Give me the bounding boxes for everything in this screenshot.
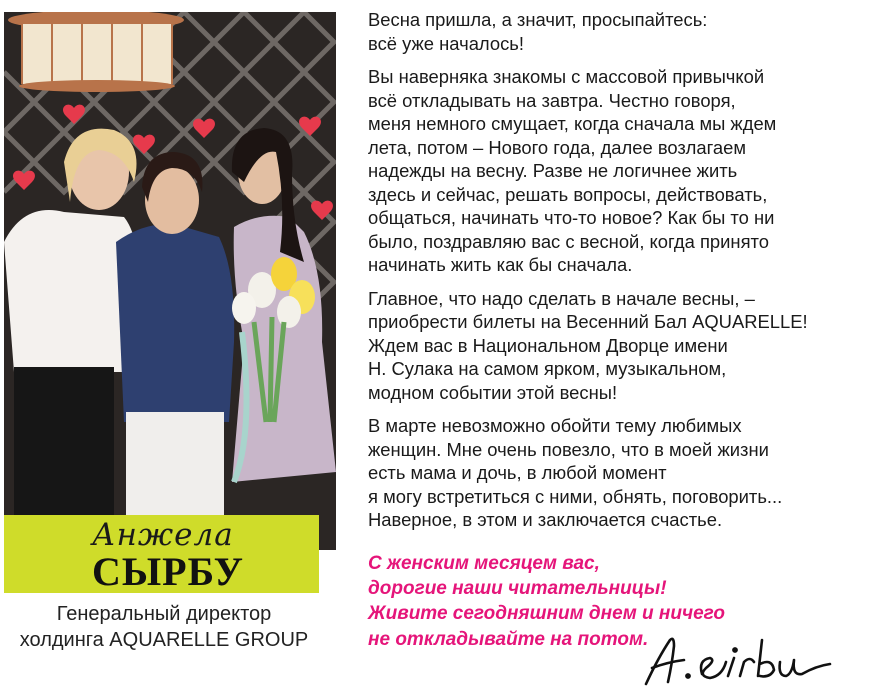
closing-line: не откладывайте на потом. bbox=[368, 628, 649, 650]
person-last-name: СЫРБУ bbox=[92, 549, 244, 594]
role-line: холдинга AQUARELLE GROUP bbox=[19, 629, 309, 651]
paragraph bbox=[368, 414, 858, 532]
text-line: Весна пришла, а значит, просыпайтесь: bbox=[368, 9, 708, 30]
text-line: модном событии этой весны! bbox=[368, 381, 618, 403]
paragraph bbox=[368, 65, 858, 277]
text-line: Вы наверняка знакомы с массовой привычкой bbox=[368, 66, 765, 87]
signature bbox=[640, 630, 840, 692]
text-line: Главное, что надо сделать в начале весны, – bbox=[368, 287, 755, 309]
text-line: было, поздравляю вас с весной, когда принято bbox=[368, 230, 769, 252]
text-line: В марте невозможно обойти тему любимых bbox=[368, 415, 742, 436]
role-line: Генеральный директор bbox=[56, 603, 272, 625]
text-line: меня немного смущает, когда сначала мы ждем bbox=[368, 113, 777, 134]
person-role bbox=[4, 601, 324, 653]
text-line: женщин. Мне очень повезло, что в моей жизни bbox=[368, 438, 769, 460]
text-line: здесь и сейчас, решать вопросы, действовать, bbox=[368, 183, 768, 205]
text-line: начинать жить как бы сначала. bbox=[368, 254, 633, 275]
paragraph bbox=[368, 287, 858, 405]
paragraph bbox=[368, 8, 858, 55]
article-body bbox=[368, 8, 858, 542]
text-line: всё уже началось! bbox=[368, 32, 524, 54]
text-line: лета, потом – Нового года, далее возлагаем bbox=[368, 136, 747, 158]
text-line: Наверное, в этом и заключается счастье. bbox=[368, 509, 723, 530]
closing-line: Живите сегодняшним днем и ничего bbox=[368, 603, 725, 625]
text-line: надежды на весну. Разве не логичнее жить bbox=[368, 160, 738, 181]
closing-line: дорогие наши читательницы! bbox=[368, 578, 667, 600]
text-line: Н. Сулака на самом ярком, музыкальном, bbox=[368, 358, 727, 379]
text-line: приобрести билеты на Весенний Бал AQUARELLE! bbox=[368, 311, 808, 332]
text-line: я могу встретиться с ними, обнять, поговорить... bbox=[368, 485, 783, 507]
text-line: Ждем вас в Национальном Дворце имени bbox=[368, 334, 728, 356]
person-first-name: Анжела bbox=[92, 517, 234, 553]
photo bbox=[4, 12, 336, 550]
text-line: есть мама и дочь, в любой момент bbox=[368, 462, 667, 483]
text-line: общаться, начинать что-то новое? Как бы то ни bbox=[368, 207, 775, 228]
closing-line: С женским месяцем вас, bbox=[368, 553, 600, 574]
text-line: всё откладывать на завтра. Честно говоря, bbox=[368, 89, 736, 111]
